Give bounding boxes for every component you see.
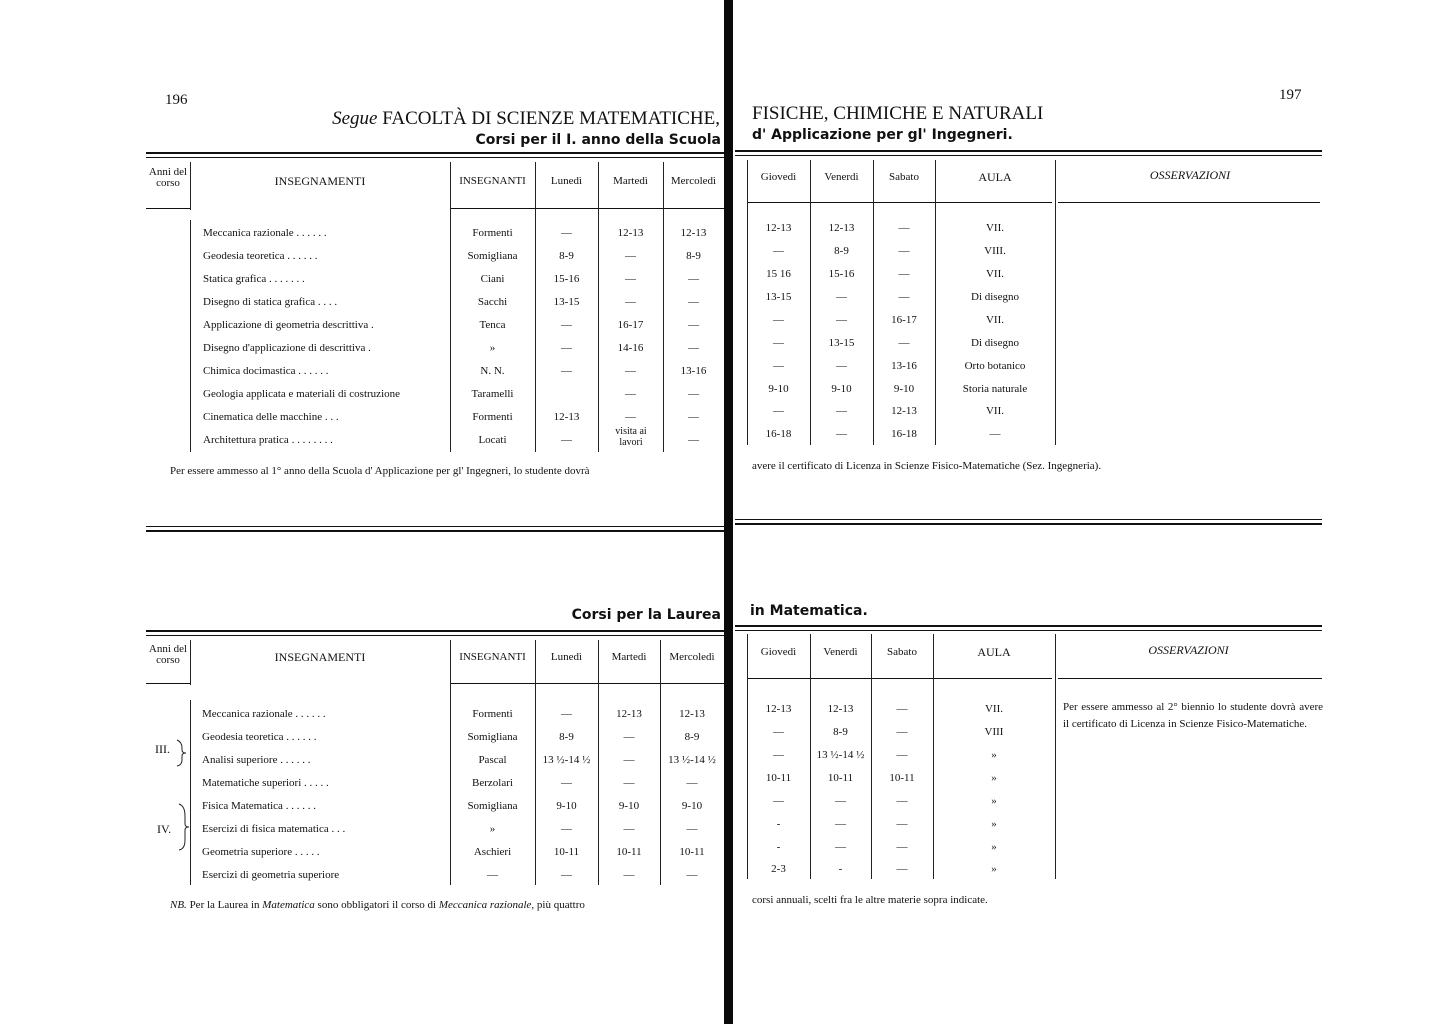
tuesday: 12-13	[616, 708, 642, 720]
page-number-left: 196	[165, 92, 188, 108]
room: VIII.	[984, 245, 1006, 257]
brace-icon	[176, 802, 192, 852]
monday: —	[561, 319, 572, 331]
subject: Chimica docimastica . . . . . .	[203, 365, 329, 377]
monday: 15-16	[553, 273, 580, 285]
friday: —	[836, 405, 847, 417]
subject: Geodesia teoretica . . . . . .	[202, 731, 317, 743]
rule	[146, 152, 724, 154]
header-lunedi: Lunedì	[550, 651, 583, 663]
wednesday: —	[688, 411, 699, 423]
note-part: Matematica	[262, 899, 315, 911]
room: »	[991, 795, 997, 807]
saturday: 12-13	[891, 405, 917, 417]
thursday: —	[773, 749, 784, 761]
header-sabato: Sabato	[889, 171, 919, 183]
thursday: —	[773, 245, 784, 257]
friday: —	[836, 428, 847, 440]
teacher: »	[489, 823, 496, 835]
thursday: -	[776, 818, 781, 830]
saturday: —	[896, 749, 908, 761]
tuesday: —	[623, 869, 635, 881]
rule	[735, 155, 1322, 156]
monday: —	[561, 342, 572, 354]
header-martedi: Martedì	[613, 175, 648, 187]
tuesday: 9-10	[618, 800, 640, 812]
friday: 8-9	[833, 726, 848, 738]
saturday: 16-17	[891, 314, 917, 326]
wednesday: —	[688, 388, 699, 400]
subject: Geometria superiore . . . . .	[202, 846, 320, 858]
teacher: —	[487, 869, 498, 881]
saturday: —	[896, 726, 908, 738]
header-sabato: Sabato	[887, 646, 917, 658]
thursday: 12-13	[765, 703, 792, 715]
friday: —	[835, 818, 846, 830]
column-divider	[190, 700, 191, 885]
friday: —	[836, 314, 847, 326]
header-anni: Anni del corso	[148, 643, 188, 666]
rule	[146, 208, 191, 209]
rule	[1058, 202, 1320, 203]
note-part: Per la Laurea in	[189, 899, 260, 911]
thursday: -	[776, 841, 781, 853]
tuesday: —	[623, 731, 635, 743]
column-divider	[1055, 160, 1056, 445]
page-heading-left	[332, 108, 720, 130]
tuesday: —	[623, 754, 635, 766]
header-venerdi: Venerdì	[824, 171, 859, 183]
rule	[146, 530, 724, 532]
saturday: 10-11	[889, 772, 915, 784]
subject: Esercizi di fisica matematica . . .	[202, 823, 346, 835]
rule	[735, 523, 1322, 525]
subject: Analisi superiore . . . . . .	[202, 754, 311, 766]
column-divider	[1055, 634, 1056, 879]
tuesday: 14-16	[617, 342, 644, 354]
room: Orto botanico	[964, 360, 1026, 372]
monday: 8-9	[559, 731, 574, 743]
thursday: 15 16	[766, 268, 791, 280]
tuesday: —	[625, 365, 636, 377]
thursday: 16-18	[765, 428, 792, 440]
tuesday: —	[623, 777, 635, 789]
book-spine	[724, 0, 733, 1024]
teacher: Pascal	[478, 754, 507, 766]
monday: 13-15	[553, 296, 580, 308]
monday: —	[561, 434, 572, 446]
tuesday: —	[625, 273, 636, 285]
header-osservazioni: OSSERVAZIONI	[1149, 168, 1231, 182]
friday: 13 ½-14 ½	[816, 749, 865, 761]
saturday: 16-18	[891, 428, 917, 440]
subject: Geologia applicata e materiali di costruzione	[203, 388, 401, 400]
wednesday: —	[688, 296, 699, 308]
room: VII.	[985, 268, 1005, 280]
room: VII.	[985, 314, 1005, 326]
wednesday: 8-9	[684, 731, 700, 743]
tuesday: 10-11	[616, 846, 642, 858]
teacher: Somigliana	[467, 731, 518, 743]
friday: 12-13	[828, 222, 855, 234]
monday: 13 ½-14 ½	[542, 754, 591, 766]
teacher: Somigliana	[467, 800, 518, 812]
monday: —	[561, 365, 572, 377]
friday: —	[835, 841, 846, 853]
subject: Statica grafica . . . . . . .	[203, 273, 305, 285]
thursday: 12-13	[765, 222, 792, 234]
header-anni: Anni del corso	[148, 166, 188, 189]
saturday: 13-16	[891, 360, 917, 372]
header-insegnanti: INSEGNANTI	[459, 651, 526, 663]
wednesday: —	[688, 319, 699, 331]
rule	[146, 683, 191, 684]
thursday: 13-15	[765, 291, 792, 303]
rule	[146, 635, 724, 636]
room: Di disegno	[971, 337, 1019, 349]
year-label-third: III.	[155, 742, 170, 756]
teacher: Somigliana	[467, 250, 518, 262]
teacher: Formenti	[472, 227, 513, 239]
room: Storia naturale	[962, 383, 1028, 395]
wednesday: 9-10	[681, 800, 703, 812]
friday: 13-15	[828, 337, 855, 349]
subject: Matematiche superiori . . . . .	[202, 777, 329, 789]
rule	[146, 526, 724, 527]
heading-faculty: FACOLTÀ DI SCIENZE MATEMATICHE,	[382, 108, 720, 129]
tuesday: —	[625, 250, 636, 262]
teacher: Tenca	[479, 319, 506, 331]
room: »	[991, 863, 997, 875]
rule	[748, 678, 1052, 679]
saturday: —	[896, 818, 908, 830]
room: VII.	[984, 703, 1004, 715]
header-mercoledi: Mercoledì	[669, 651, 715, 663]
saturday: —	[898, 245, 910, 257]
saturday: 9-10	[893, 383, 915, 395]
tuesday: —	[625, 296, 636, 308]
subject: Fisica Matematica . . . . . .	[202, 800, 316, 812]
table2-note-left	[170, 899, 585, 911]
teacher: Formenti	[472, 411, 513, 423]
wednesday: 12-13	[679, 708, 705, 720]
monday: 9-10	[556, 800, 577, 812]
teacher: Aschieri	[473, 846, 512, 858]
monday: —	[561, 227, 572, 239]
subject: Meccanica razionale . . . . . .	[202, 708, 326, 720]
teacher: »	[489, 342, 496, 354]
rule	[735, 625, 1322, 627]
saturday: —	[896, 863, 908, 875]
saturday: —	[898, 222, 910, 234]
teacher: Ciani	[480, 273, 505, 285]
header-insegnanti: INSEGNANTI	[459, 175, 526, 187]
saturday: —	[896, 841, 908, 853]
monday: —	[561, 777, 572, 789]
teacher: Locati	[478, 434, 507, 446]
rule	[146, 630, 724, 632]
subject: Geodesia teoretica . . . . . .	[203, 250, 318, 262]
header-osservazioni: OSSERVAZIONI	[1148, 643, 1229, 657]
note-part: più quattro	[536, 899, 585, 911]
rule	[1058, 678, 1322, 679]
rule	[735, 150, 1322, 152]
wednesday: —	[686, 777, 698, 789]
monday: —	[561, 869, 572, 881]
saturday: —	[896, 795, 908, 807]
page-heading-right: FISICHE, CHIMICHE E NATURALI	[752, 103, 1044, 124]
friday: 9-10	[831, 383, 852, 395]
header-aula: AULA	[978, 170, 1012, 184]
wednesday: —	[686, 823, 698, 835]
subject: Meccanica razionale . . . . . .	[203, 227, 327, 239]
saturday: —	[898, 291, 910, 303]
room: —	[989, 428, 1001, 440]
header-giovedi: Giovedì	[760, 171, 797, 183]
table2-note-right: corsi annuali, scelti fra le altre materie sopra indicate.	[752, 894, 988, 906]
thursday: 2-3	[771, 863, 786, 875]
tuesday: 16-17	[617, 319, 644, 331]
monday: 12-13	[553, 411, 580, 423]
wednesday: 8-9	[686, 250, 701, 262]
room: Di disegno	[971, 291, 1019, 303]
wednesday: 10-11	[679, 846, 705, 858]
tuesday: —	[623, 823, 635, 835]
room: VII.	[985, 405, 1005, 417]
table2-title-right: in Matematica.	[750, 603, 868, 619]
header-martedi: Martedì	[611, 651, 647, 663]
teacher: Formenti	[472, 708, 513, 720]
friday: 12-13	[827, 703, 854, 715]
header-insegnamenti: INSEGNAMENTI	[274, 174, 366, 188]
wednesday: —	[688, 434, 699, 446]
thursday: —	[773, 405, 784, 417]
wednesday: —	[688, 342, 699, 354]
friday: —	[836, 360, 847, 372]
tuesday: visita ai lavori	[615, 426, 647, 448]
room: VII.	[985, 222, 1005, 234]
room: »	[991, 818, 997, 830]
rule	[735, 630, 1322, 631]
tuesday: —	[625, 388, 636, 400]
year-label-fourth: IV.	[157, 822, 172, 836]
wednesday: 13 ½-14 ½	[668, 754, 716, 766]
room: »	[991, 749, 997, 761]
table1-title-left: Corsi per il I. anno della Scuola	[475, 132, 721, 148]
table1-note-right: avere il certificato di Licenza in Scienze Fisico-Matematiche (Sez. Ingegneria).	[752, 460, 1102, 472]
subject: Architettura pratica . . . . . . . .	[203, 434, 333, 446]
thursday: —	[773, 314, 784, 326]
header-aula: AULA	[977, 645, 1011, 659]
thursday: —	[773, 726, 784, 738]
room: »	[991, 772, 997, 784]
teacher: Berzolari	[472, 777, 513, 789]
wednesday: 12-13	[680, 227, 707, 239]
saturday: —	[898, 268, 910, 280]
friday: 10-11	[827, 772, 854, 784]
header-giovedi: Giovedì	[760, 646, 797, 658]
monday: —	[561, 708, 572, 720]
monday: —	[561, 823, 572, 835]
column-divider	[190, 220, 191, 452]
thursday: 10-11	[765, 772, 792, 784]
monday: 8-9	[559, 250, 574, 262]
subject: Cinematica delle macchine . . .	[203, 411, 339, 423]
subject: Esercizi di geometria superiore	[202, 869, 340, 881]
page-number-right: 197	[1279, 87, 1302, 103]
friday: —	[836, 291, 847, 303]
room: VIII	[984, 726, 1004, 738]
teacher: Taramelli	[471, 388, 514, 400]
room: »	[991, 841, 997, 853]
observation-text: Per essere ammesso al 2° biennio lo studente dovrà avere il certificato di Licenza in Scienze Fisico-Matematiche.	[1063, 701, 1323, 730]
header-insegnamenti: INSEGNAMENTI	[274, 650, 366, 664]
table1-note-left: Per essere ammesso al 1° anno della Scuola d' Applicazione per gl' Ingegneri, lo studente dovrà	[170, 465, 590, 477]
friday: 8-9	[834, 245, 849, 257]
rule	[748, 202, 1052, 203]
friday: -	[838, 863, 843, 875]
header-venerdi: Venerdì	[823, 646, 858, 658]
header-mercoledi: Mercoledì	[670, 175, 717, 187]
friday: 15-16	[828, 268, 855, 280]
note-part: sono obbligatori il corso di	[317, 899, 437, 911]
table2-title-left: Corsi per la Laurea	[571, 607, 721, 623]
tuesday: 12-13	[617, 227, 644, 239]
saturday: —	[896, 703, 908, 715]
thursday: —	[773, 337, 784, 349]
rule	[146, 157, 724, 158]
teacher: Sacchi	[477, 296, 508, 308]
brace-icon	[174, 738, 190, 768]
note-nb: NB.	[170, 899, 187, 911]
subject: Disegno d'applicazione di descrittiva .	[203, 342, 371, 354]
rule	[450, 683, 724, 684]
subject: Disegno di statica grafica . . . .	[203, 296, 338, 308]
wednesday: 13-16	[680, 365, 707, 377]
subject: Applicazione di geometria descrittiva .	[203, 319, 374, 331]
teacher: N. N.	[480, 365, 505, 377]
note-part: Meccanica razionale,	[438, 899, 535, 911]
wednesday: —	[688, 273, 699, 285]
thursday: —	[773, 360, 784, 372]
friday: —	[835, 795, 846, 807]
saturday: —	[898, 337, 910, 349]
header-lunedi: Lunedì	[550, 175, 583, 187]
rule	[735, 519, 1322, 520]
tuesday: —	[625, 411, 636, 423]
thursday: 9-10	[768, 383, 789, 395]
thursday: —	[773, 795, 784, 807]
monday: 10-11	[553, 846, 580, 858]
rule	[450, 208, 724, 209]
heading-segue: Segue	[332, 108, 378, 129]
wednesday: —	[686, 869, 698, 881]
table1-title-right: d' Applicazione per gl' Ingegneri.	[752, 127, 1013, 143]
